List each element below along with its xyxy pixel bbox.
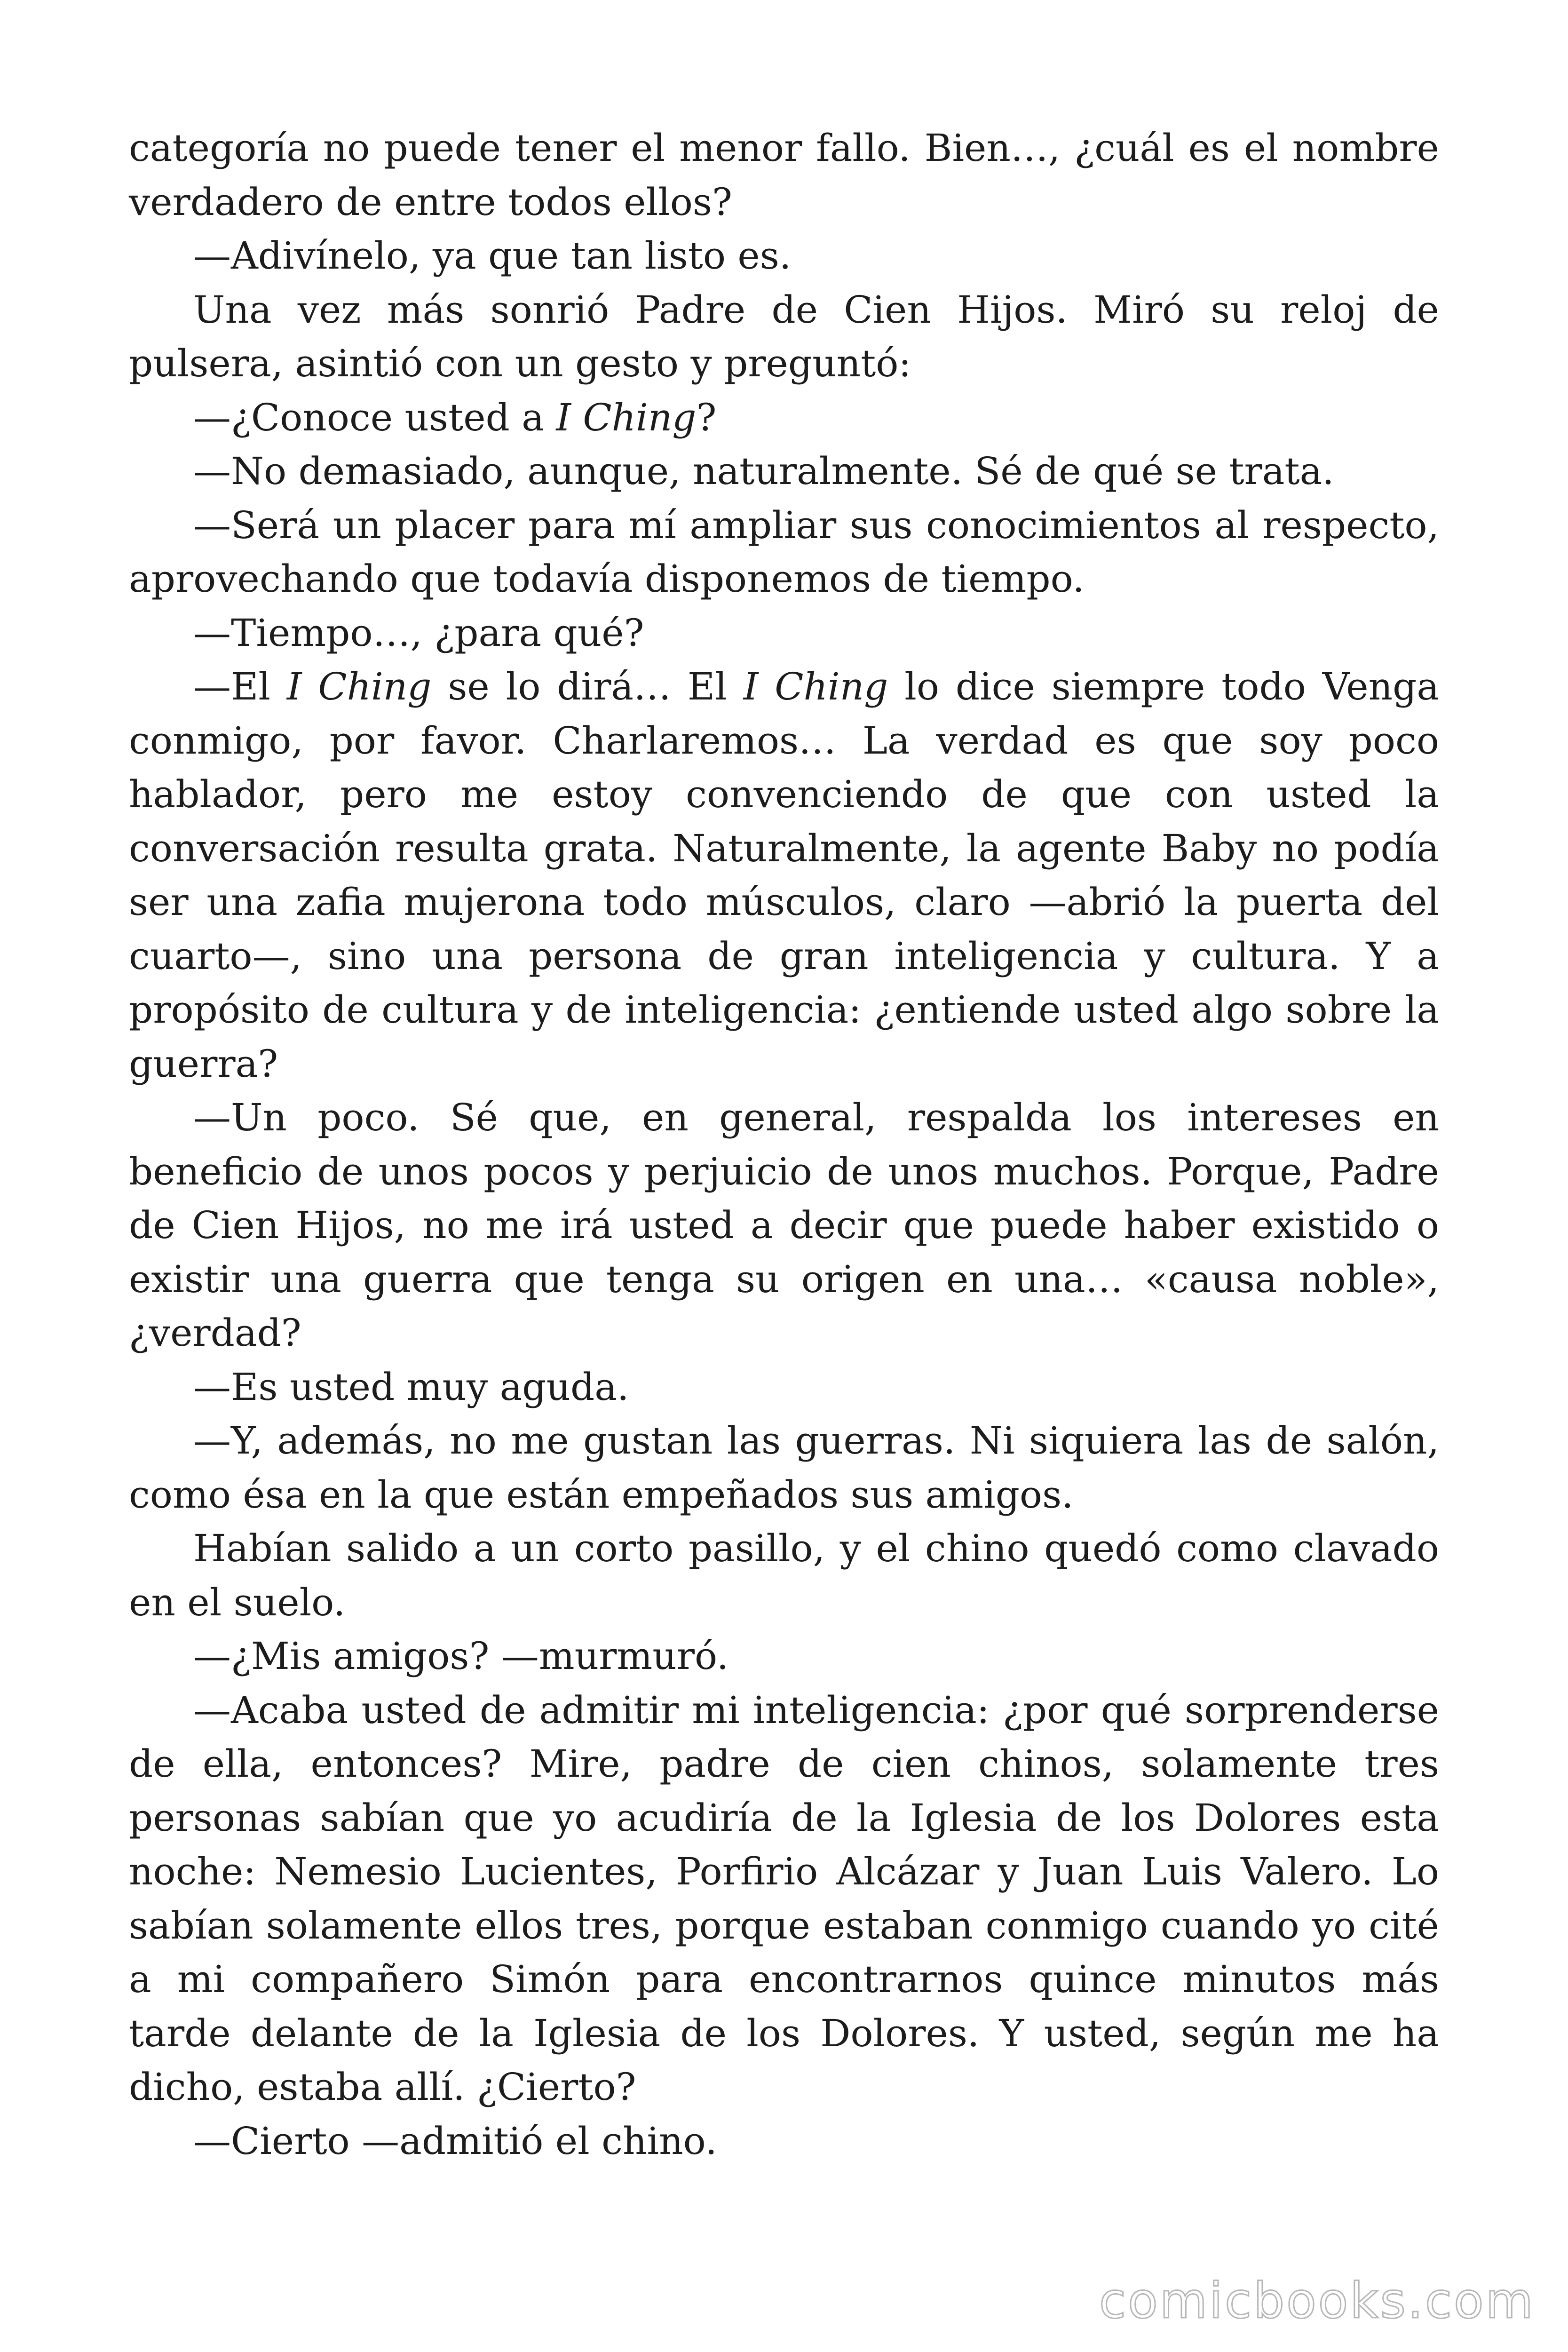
paragraph bbox=[129, 1629, 1439, 1684]
paragraph bbox=[129, 1522, 1439, 1629]
text-run: —¿Mis amigos? —murmuró. bbox=[193, 1634, 729, 1678]
paragraph bbox=[129, 1414, 1439, 1522]
text-run: —Adivínelo, ya que tan listo es. bbox=[193, 234, 792, 278]
paragraph bbox=[129, 2114, 1439, 2169]
text-run: Una vez más sonrió Padre de Cien Hijos. Miró su reloj de pulsera, asintió con un gesto y preguntó: bbox=[129, 287, 1439, 385]
text-run: —¿Conoce usted a bbox=[193, 395, 556, 439]
text-run: —Y, además, no me gustan las guerras. Ni siquiera las de salón, como ésa en la que están empeñados sus amigos. bbox=[129, 1419, 1439, 1517]
paragraph bbox=[129, 1091, 1439, 1360]
watermark: comicbooks.com bbox=[1099, 2272, 1535, 2329]
paragraph bbox=[129, 660, 1439, 1091]
italic-title: I Ching bbox=[286, 665, 432, 708]
text-run: se lo dirá… El bbox=[431, 665, 744, 708]
text-run: —Acaba usted de admitir mi inteligencia: ¿por qué sorprenderse de ella, entonces? Mire, padre de cien chinos, solamente tres personas sabían que yo acudiría de la Iglesia de los Dolores esta noche: Nemesio Lucientes, Porfirio Alcázar y Juan Luis Valero. Lo sabían solamente ellos tres, porque estaban conmigo cuando yo cité a mi compañero Simón para encontrarnos quince minutos más tarde delante de la Iglesia de los Dolores. Y usted, según me ha dicho, estaba allí. ¿Cierto? bbox=[129, 1688, 1439, 2109]
text-run: —Es usted muy aguda. bbox=[193, 1365, 629, 1409]
paragraph bbox=[129, 499, 1439, 606]
text-run: —Tiempo…, ¿para qué? bbox=[193, 611, 644, 655]
text-run: categoría no puede tener el menor fallo. Bien…, ¿cuál es el nombre verdadero de entre todos ellos? bbox=[129, 126, 1439, 224]
paragraph bbox=[129, 283, 1439, 391]
paragraph bbox=[129, 606, 1439, 660]
italic-title: I Ching bbox=[743, 665, 888, 708]
text-run: lo dice siempre todo Venga conmigo, por favor. Charlaremos… La verdad es que soy poco hablador, pero me estoy convenciendo de que con usted la conversación resulta grata. Naturalmente, la agente Baby no podía ser una zafia mujerona todo músculos, claro —abrió la puerta del cuarto—, sino una persona de gran inteligencia y cultura. Y a propósito de cultura y de inteligencia: ¿entiende usted algo sobre la guerra? bbox=[129, 665, 1440, 1086]
text-run: ? bbox=[696, 395, 717, 439]
book-page bbox=[129, 121, 1439, 2168]
paragraph bbox=[129, 391, 1439, 445]
paragraph bbox=[129, 1360, 1439, 1414]
text-run: —No demasiado, aunque, naturalmente. Sé de qué se trata. bbox=[193, 449, 1334, 493]
paragraph bbox=[129, 229, 1439, 283]
text-run: —Será un placer para mí ampliar sus conocimientos al respecto, aprovechando que todavía disponemos de tiempo. bbox=[129, 503, 1439, 601]
text-run: Habían salido a un corto pasillo, y el chino quedó como clavado en el suelo. bbox=[129, 1526, 1439, 1624]
text-run: —Cierto —admitió el chino. bbox=[193, 2119, 717, 2163]
text-run: —Un poco. Sé que, en general, respalda los intereses en beneficio de unos pocos y perjuicio de unos muchos. Porque, Padre de Cien Hijos, no me irá usted a decir que puede haber existido o existir una guerra que tenga su origen en una… «causa noble», ¿verdad? bbox=[129, 1096, 1439, 1355]
paragraph bbox=[129, 445, 1439, 499]
text-run: —El bbox=[193, 665, 287, 708]
paragraph bbox=[129, 121, 1439, 229]
paragraph bbox=[129, 1684, 1439, 2114]
italic-title: I Ching bbox=[556, 395, 697, 439]
